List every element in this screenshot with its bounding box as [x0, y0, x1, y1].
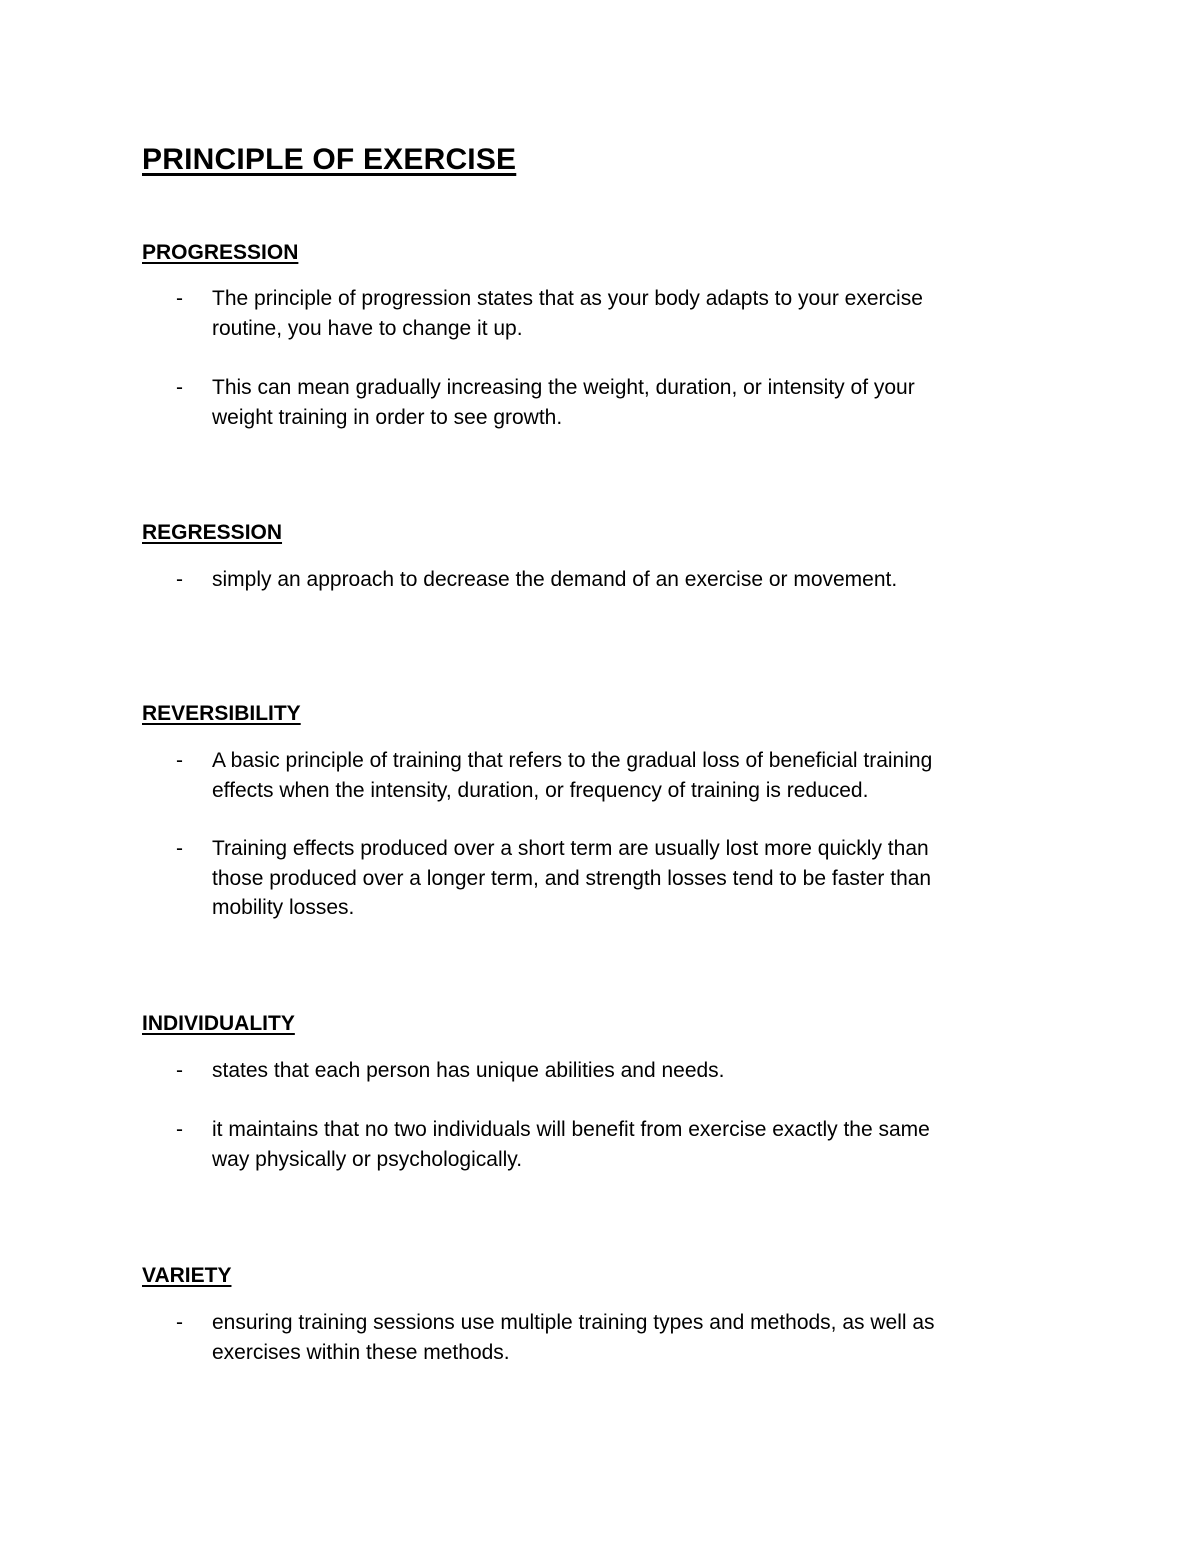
bullet-line: those produced over a longer term, and strength losses tend to be faster than: [212, 866, 932, 890]
section-heading-reversibility: REVERSIBILITY: [142, 702, 301, 725]
section-heading-variety: VARIETY: [142, 1264, 232, 1287]
bullet-text: [212, 373, 1042, 432]
bullet-line: weight training in order to see growth.: [212, 405, 563, 429]
bullet-line: ensuring training sessions use multiple training types and methods, as well as: [212, 1311, 935, 1334]
bullet-dash: -: [176, 1311, 183, 1334]
bullet-dash: -: [176, 837, 183, 860]
bullet-line: The principle of progression states that as your body adapts to your exercise: [212, 287, 923, 310]
bullet-dash: -: [176, 376, 183, 399]
bullet-text: [212, 746, 1042, 805]
bullet-text: [212, 834, 1042, 923]
bullet-line: exercises within these methods.: [212, 1340, 510, 1364]
bullet-text: [212, 1308, 1042, 1367]
document-title: PRINCIPLE OF EXERCISE: [142, 143, 517, 176]
bullet-line: mobility losses.: [212, 896, 355, 919]
bullet-text: [212, 284, 1042, 343]
bullet-line: simply an approach to decrease the demand of an exercise or movement.: [212, 568, 898, 591]
bullet-dash: -: [176, 1118, 183, 1141]
bullet-line: states that each person has unique abilities and needs.: [212, 1059, 725, 1082]
section-heading-progression: PROGRESSION: [142, 241, 299, 264]
section-heading-individuality: INDIVIDUALITY: [142, 1012, 295, 1035]
bullet-line: effects when the intensity, duration, or frequency of training is reduced.: [212, 778, 869, 802]
bullet-line: This can mean gradually increasing the weight, duration, or intensity of your: [212, 376, 915, 399]
section-heading-regression: REGRESSION: [142, 521, 283, 544]
bullet-text: [212, 565, 1042, 595]
bullet-text: [212, 1115, 1042, 1174]
bullet-dash: -: [176, 749, 183, 772]
bullet-line: it maintains that no two individuals will benefit from exercise exactly the same: [212, 1118, 930, 1141]
bullet-dash: -: [176, 287, 183, 310]
bullet-dash: -: [176, 568, 183, 591]
bullet-text: [212, 1056, 1042, 1086]
bullet-line: routine, you have to change it up.: [212, 316, 523, 340]
bullet-dash: -: [176, 1059, 183, 1082]
bullet-line: A basic principle of training that refers to the gradual loss of beneficial training: [212, 749, 933, 772]
bullet-line: way physically or psychologically.: [212, 1147, 523, 1171]
bullet-line: Training effects produced over a short term are usually lost more quickly than: [212, 837, 929, 860]
